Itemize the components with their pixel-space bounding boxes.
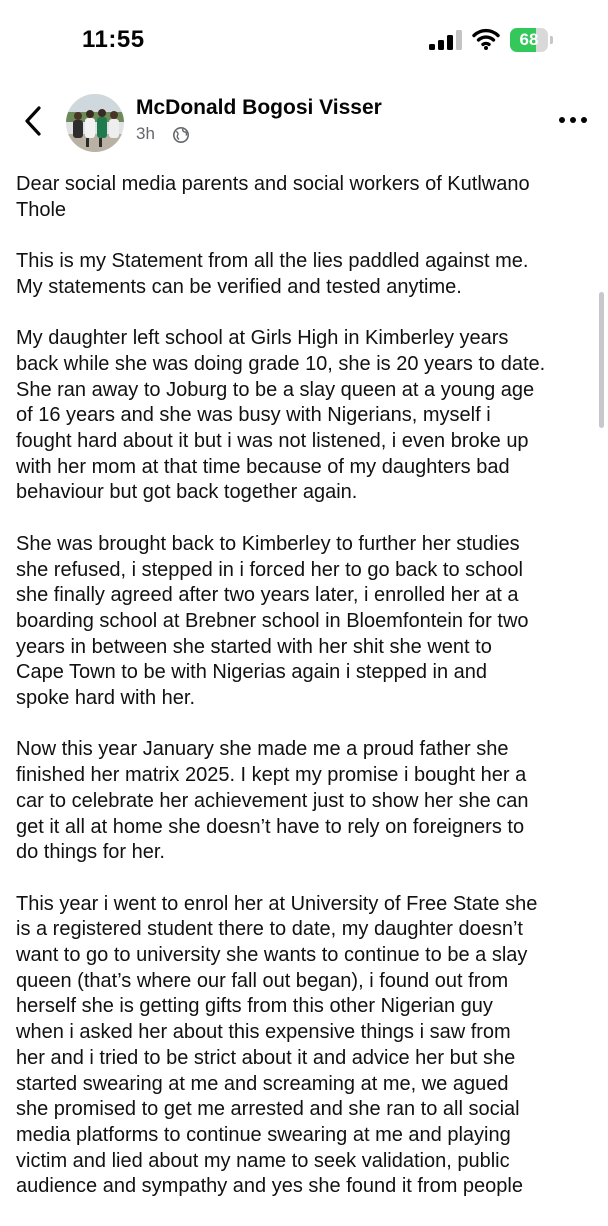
avatar[interactable] bbox=[66, 94, 124, 152]
post-paragraph: This year i went to enrol her at University of Free State she is a registered student there to date, my daughter doesn’t want to go to university she wants to continue to be a slay queen (that’s where our fall out began), i found out from herself she is getting gifts from this other Nigerian guy when i asked her about this expensive things i saw from her and i tried to be strict about it and advice her but she started swearing at me and screaming at me, we agued she promised to get me arrested and she ran to all social media platforms to continue swearing at me and playing victim and lied about my name to seek validation, public audience and sympathy and yes she found it from people bbox=[16, 892, 538, 1198]
status-bar bbox=[0, 0, 608, 80]
scrollbar[interactable] bbox=[599, 292, 604, 428]
post-paragraph: Dear social media parents and social workers of Kutlwano Thole bbox=[16, 173, 530, 221]
battery-indicator bbox=[510, 28, 554, 52]
more-options-icon[interactable] bbox=[558, 114, 588, 126]
battery-level: 68 bbox=[519, 30, 539, 49]
battery-body bbox=[510, 28, 548, 52]
author-name[interactable]: McDonald Bogosi Visser bbox=[136, 96, 382, 119]
wifi-icon bbox=[472, 28, 500, 50]
post-body bbox=[16, 172, 608, 1226]
post-paragraph: My daughter left school at Girls High in Kimberley years back while she was doing grade 10, she is 20 years to date. She ran away to Joburg to be a slay queen at a young age of 16 years and she was busy with Nigerians, myself i fought hard about it but i was not listened, i even broke up with her mom at that time because of my daughters bad behaviour but got back together again. bbox=[16, 327, 546, 504]
cellular-signal-icon bbox=[428, 30, 462, 50]
post-timestamp[interactable]: 3h bbox=[136, 124, 155, 143]
status-time: 11:55 bbox=[82, 26, 145, 53]
chevron-left-icon[interactable] bbox=[20, 104, 46, 138]
post-paragraph: This is my Statement from all the lies paddled against me. My statements can be verified and tested anytime. bbox=[16, 250, 529, 298]
avatar-photo bbox=[66, 94, 124, 152]
globe-icon bbox=[172, 126, 190, 144]
post-paragraph: She was brought back to Kimberley to further her studies she refused, i stepped in i forced her to go back to school she finally agreed after two years later, i enrolled her at a boarding school at Brebner school in Bloemfontein for two years in between she started with her shit she went to Cape Town to be with Nigerias again i stepped in and spoke hard with her. bbox=[16, 532, 529, 710]
post-paragraph: Now this year January she made me a proud father she finished her matrix 2025. I kept my promise i bought her a car to celebrate her achievement just to show her she can get it all at home she doesn’t have to rely on foreigners to do things for her. bbox=[16, 738, 529, 864]
battery-cap bbox=[550, 36, 553, 44]
